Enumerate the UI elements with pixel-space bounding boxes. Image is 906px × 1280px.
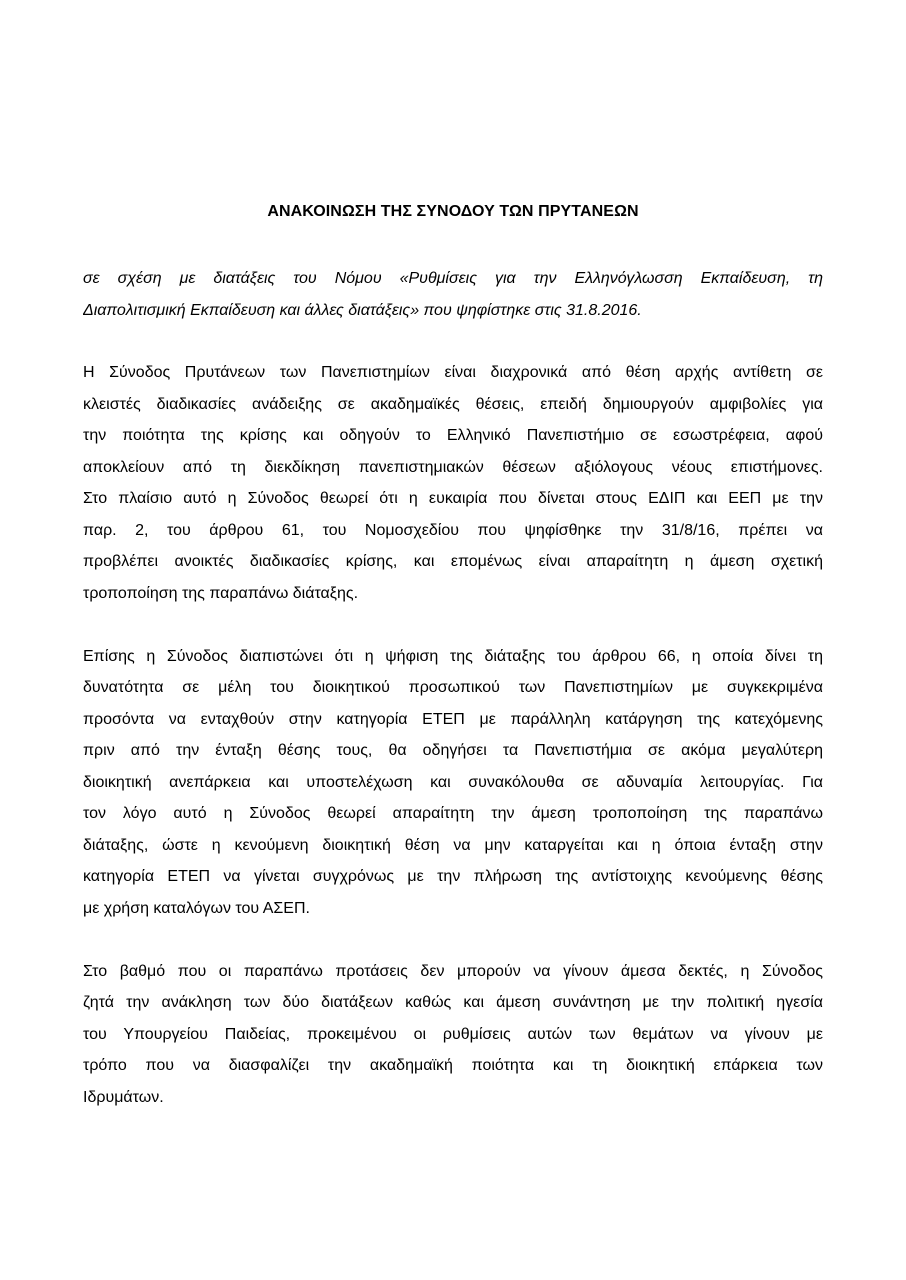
subtitle-line: σε σχέση με διατάξεις του Νόμου «Ρυθμίσεις για την Ελληνόγλωσση Εκπαίδευση, τη bbox=[83, 270, 823, 287]
paragraph-line: τρόπο που να διασφαλίζει την ακαδημαϊκή ποιότητα και τη διοικητική επάρκεια των bbox=[83, 1057, 823, 1074]
paragraph-line: προβλέπει ανοικτές διαδικασίες κρίσης, και επομένως είναι απαραίτητη η άμεση σχετική bbox=[83, 553, 823, 570]
paragraph-line: διάταξης, ώστε η κενούμενη διοικητική θέση να μην καταργείται και η όποια ένταξη στην bbox=[83, 836, 823, 854]
paragraph-line: ζητά την ανάκληση των δύο διατάξεων καθώς και άμεση συνάντηση με την πολιτική ηγεσία bbox=[83, 994, 823, 1011]
paragraph-line: παρ. 2, του άρθρου 61, του Νομοσχεδίου που ψηφίσθηκε την 31/8/16, πρέπει να bbox=[83, 521, 823, 539]
paragraph-line: Επίσης η Σύνοδος διαπιστώνει ότι η ψήφιση της διάταξης του άρθρου 66, η οποία δίνει τη bbox=[83, 647, 823, 665]
paragraph-line: διοικητική ανεπάρκεια και υποστελέχωση και συνακόλουθα σε αδυναμία λειτουργίας. Για bbox=[83, 773, 823, 791]
paragraph-line: Στο πλαίσιο αυτό η Σύνοδος θεωρεί ότι η ευκαιρία που δίνεται στους ΕΔΙΠ και ΕΕΠ με την bbox=[83, 490, 823, 507]
paragraph-line: την ποιότητα της κρίσης και οδηγούν το Ελληνικό Πανεπιστήμιο σε εσωστρέφεια, αφού bbox=[83, 427, 823, 444]
paragraph-2 bbox=[83, 641, 823, 925]
paragraph-line: κατηγορία ΕΤΕΠ να γίνεται συγχρόνως με την πλήρωση της αντίστοιχης κενούμενης θέσης bbox=[83, 868, 823, 885]
paragraph-line: τον λόγο αυτό η Σύνοδος θεωρεί απαραίτητη την άμεση τροποποίηση της παραπάνω bbox=[83, 805, 823, 822]
document-title: ΑΝΑΚΟΙΝΩΣΗ ΤΗΣ ΣΥΝΟΔΟΥ ΤΩΝ ΠΡΥΤΑΝΕΩΝ bbox=[267, 203, 639, 220]
document-subtitle bbox=[83, 263, 823, 326]
paragraph-line: Στο βαθμό που οι παραπάνω προτάσεις δεν μπορούν να γίνουν άμεσα δεκτές, η Σύνοδος bbox=[83, 962, 823, 980]
document-body bbox=[83, 200, 823, 1113]
paragraph-line: αποκλείουν από τη διεκδίκηση πανεπιστημιακών θέσεων αξιόλογους νέους επιστήμονες. bbox=[83, 458, 823, 476]
paragraph-line: του Υπουργείου Παιδείας, προκειμένου οι ρυθμίσεις αυτών των θεμάτων να γίνουν με bbox=[83, 1025, 823, 1043]
paragraph-line: πριν από την ένταξη θέσης τους, θα οδηγήσει τα Πανεπιστήμια σε ακόμα μεγαλύτερη bbox=[83, 742, 823, 759]
paragraph-line: δυνατότητα σε μέλη του διοικητικού προσωπικού των Πανεπιστημίων με συγκεκριμένα bbox=[83, 679, 823, 696]
paragraph-line: με χρήση καταλόγων του ΑΣΕΠ. bbox=[83, 899, 310, 917]
paragraph-line: τροποποίηση της παραπάνω διάταξης. bbox=[83, 584, 359, 602]
paragraph-line: προσόντα να ενταχθούν στην κατηγορία ΕΤΕΠ με παράλληλη κατάργηση της κατεχόμενης bbox=[83, 710, 823, 728]
paragraph-line: Η Σύνοδος Πρυτάνεων των Πανεπιστημίων είναι διαχρονικά από θέση αρχής αντίθετη σε bbox=[83, 364, 823, 381]
paragraph-1 bbox=[83, 357, 823, 609]
paragraph-line: Ιδρυμάτων. bbox=[83, 1088, 164, 1106]
paragraph-line: κλειστές διαδικασίες ανάδειξης σε ακαδημαϊκές θέσεις, επειδή δημιουργούν αμφιβολίες για bbox=[83, 395, 823, 413]
subtitle-line: Διαπολιτισμική Εκπαίδευση και άλλες διατάξεις» που ψηφίστηκε στις 31.8.2016. bbox=[83, 301, 642, 319]
paragraph-3 bbox=[83, 956, 823, 1114]
